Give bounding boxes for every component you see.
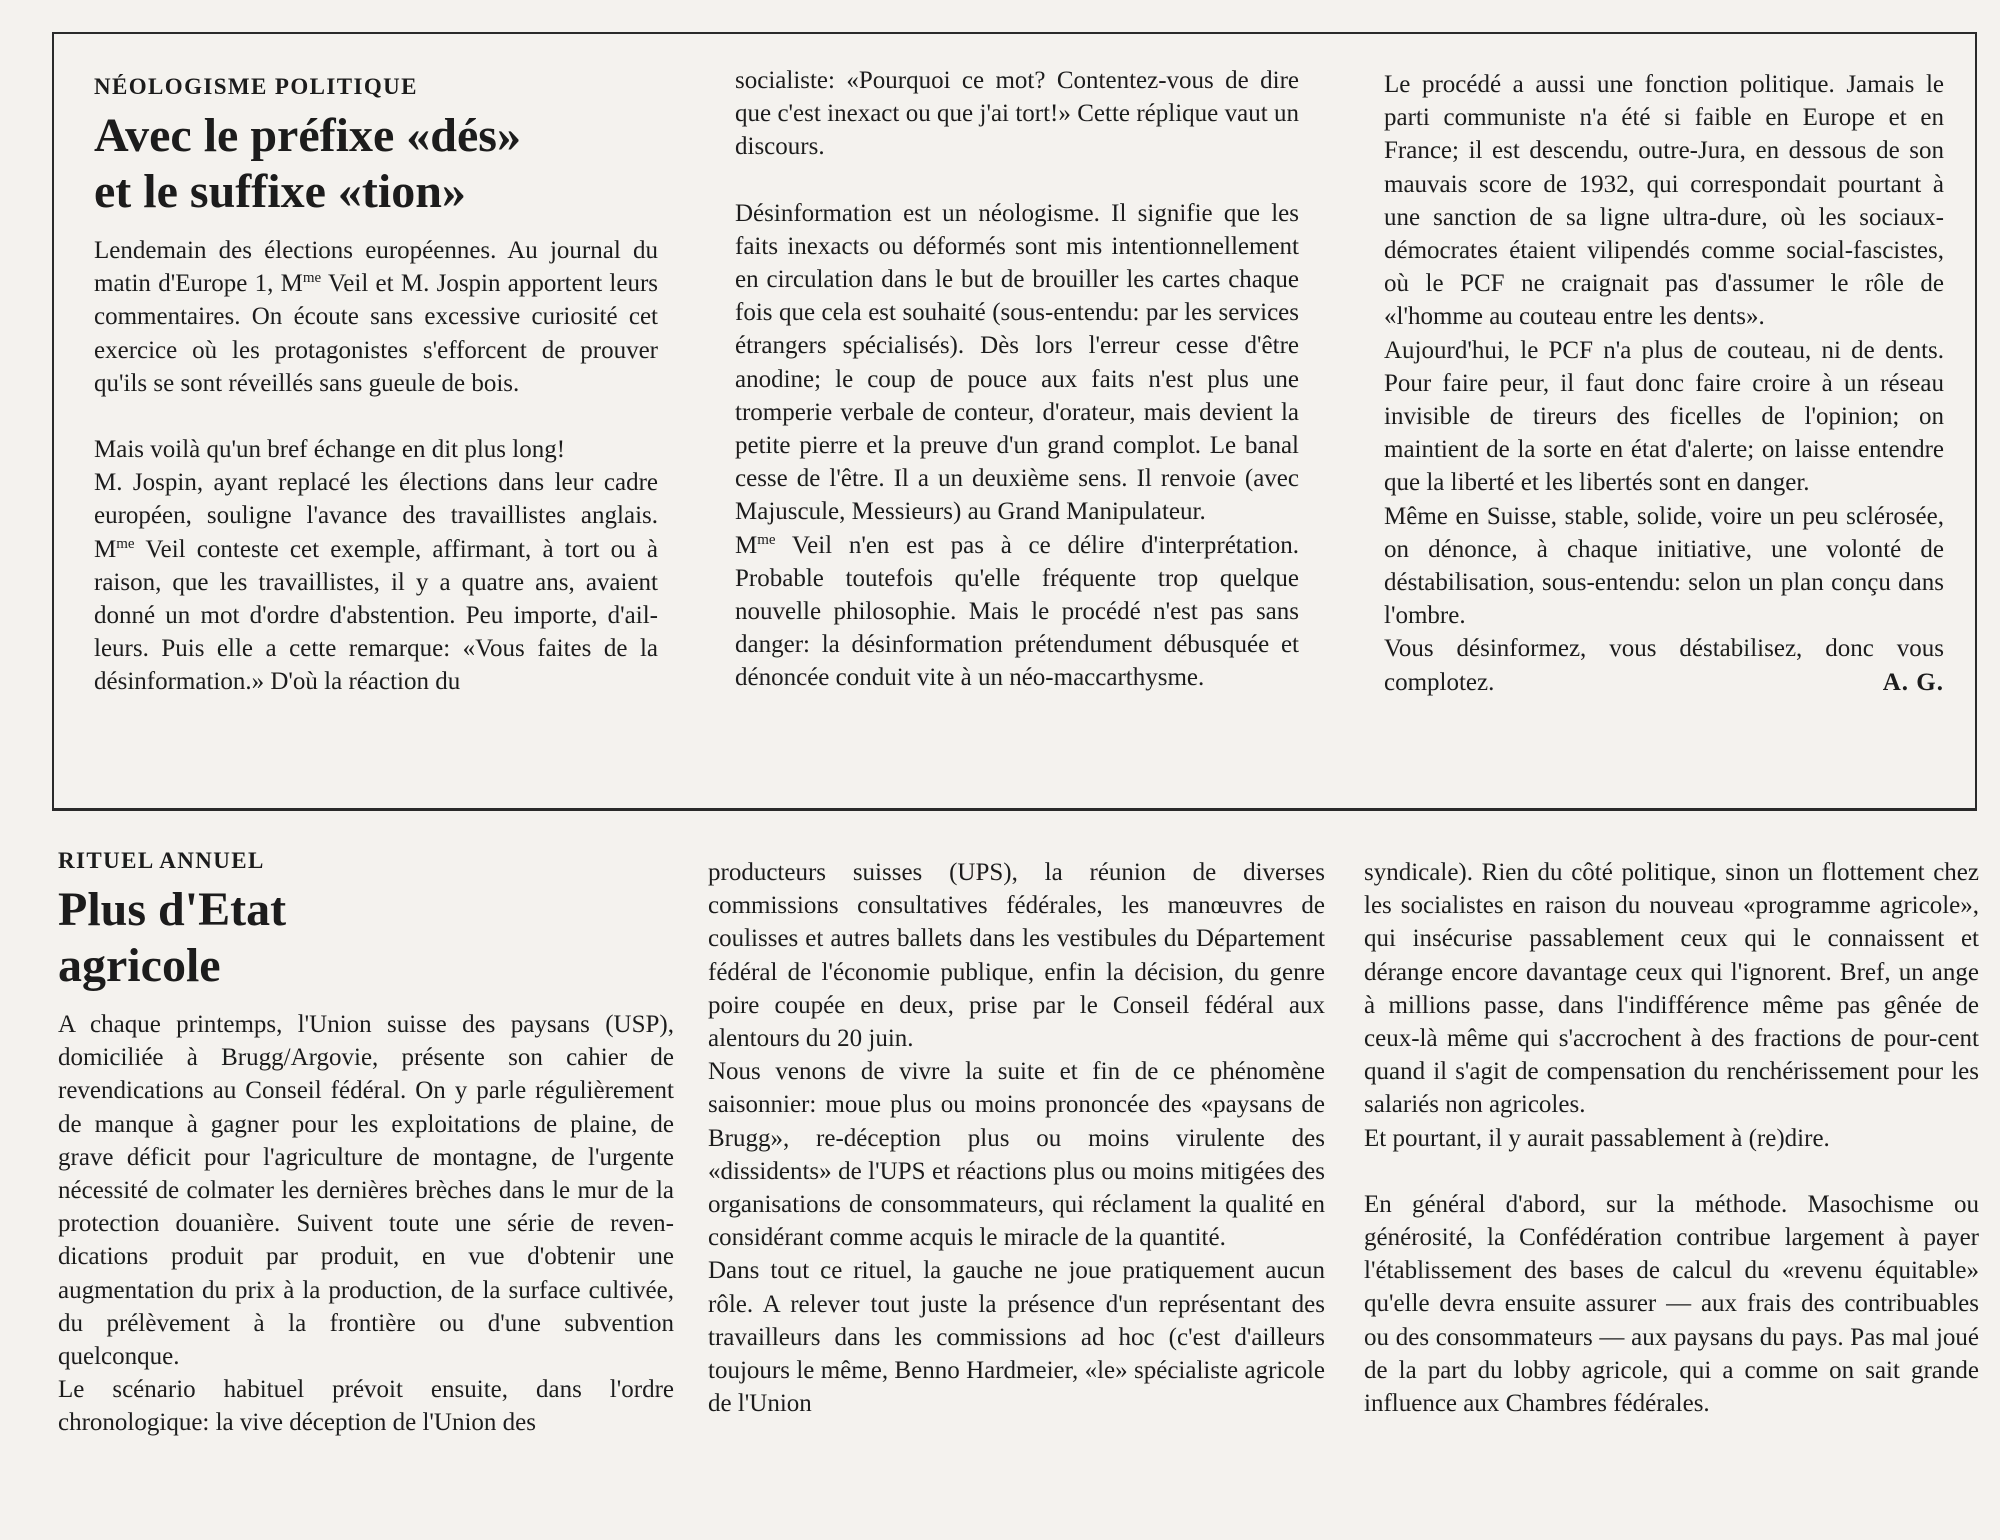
- article2-paragraph-5: Dans tout ce rituel, la gauche ne joue pratiquement aucun rôle. A relever tout juste la présence d'un représentant des travailleurs dans les commissions ad hoc (c'est d'ailleurs toujours le même, Benno Hardmeier, «le» spécialiste agricole de l'Union: [708, 1257, 1325, 1418]
- article2-paragraph-2: Le scénario habituel prévoit ensuite, dans l'ordre chronologique: la vive déception de l'Union des: [58, 1376, 674, 1437]
- article2-column-2: [708, 856, 1325, 1420]
- article2-headline-line2: agricole: [58, 939, 221, 992]
- article2-headline: [58, 882, 674, 994]
- article2-paragraph-6: syndicale). Rien du côté politique, sinon un flottement chez les socialistes en raison du nouveau «programme agricole», qui insécurise passablement ceux qui le connaissent et dérange encore davantage ceux qui l'ignorent. Bref, un ange à millions passe, dans l'indifférence même pas gênée de ceux-là même qui s'accrochent à des fractions de pour-cent quand il s'agit de compensation du renchérissement pour les salariés non agricoles.: [1364, 859, 1979, 1119]
- article1-paragraph-8: Aujourd'hui, le PCF n'a plus de couteau, ni de dents. Pour faire peur, il faut donc faire croire à un réseau invisible de tireurs des ficelles de l'opinion; on maintient de la sorte en état d'alerte; on laisse entendre que la liberté et les libertés sont en danger.: [1384, 336, 1944, 497]
- article2-paragraph-7: Et pourtant, il y aurait passablement à (re)dire.: [1364, 1124, 1830, 1152]
- article1-column-3: [1384, 68, 1944, 699]
- article1-paragraph-2: Mais voilà qu'un bref échange en dit plus long!: [94, 436, 566, 464]
- article1-paragraph-10: Vous désinformez, vous déstabilisez, donc vous complotez. A. G.: [1384, 632, 1944, 698]
- article1-paragraph-3: M. Jospin, ayant replacé les élections dans leur cadre européen, souligne l'avance des travaillistes anglais. $M^{me}$ Veil conteste cet exemple, affirmant, à tort ou à raison, que les travaillistes, il y a quatre ans, avaient donné un mot d'ordre d'abstention. Peu importe, d'ailleurs. Puis elle a cette remarque: «Vous faites de la désinformation.» D'où la réaction du: [94, 469, 658, 696]
- article1-kicker: NÉOLOGISME POLITIQUE: [94, 74, 418, 99]
- article1-paragraph-1: Lendemain des élections européennes. Au journal du matin d'Europe 1, $M^{me}$ Veil et M. Jospin apportent leurs commentaires. On écoute sans excessive curiosité cet exercice où les protagonistes s'efforcent de prouver qu'ils se sont réveillés sans gueule de bois.: [94, 237, 659, 397]
- article1-paragraph-4: socialiste: «Pourquoi ce mot? Contentez-vous de dire que c'est inexact ou que j'ai tort!» Cette réplique vaut un discours.: [735, 67, 1299, 161]
- article2-headline-line1: Plus d'Etat: [58, 883, 287, 936]
- article1-headline-line2: et le suffixe «tion»: [94, 165, 466, 218]
- article1-paragraph-9: Même en Suisse, stable, solide, voire un peu sclérosée, on dénonce, à chaque initiative, une volonté de déstabilisation, sous-entendu: selon un plan conçu dans l'ombre.: [1384, 502, 1944, 630]
- article1-column-2: [735, 64, 1299, 695]
- article2-paragraph-8: En général d'abord, sur la méthode. Masochisme ou générosité, la Confédération contribue largement à payer l'établissement des bases de calcul du «revenu équitable» qu'elle devra ensuite assurer — aux frais des contribuables ou des consommateurs — aux paysans du pays. Pas mal joué de la part du lobby agricole, qui a comme on sait grande influence aux Chambres fédérales.: [1364, 1190, 1979, 1418]
- article2-paragraph-3: producteurs suisses (UPS), la réunion de diverses commissions consultatives fédérales, les manœuvres de coulisses et autres ballets dans les vestibules du Département fédéral de l'économie publique, enfin la décision, du genre poire coupée en deux, prise par le Conseil fédéral aux alentours du 20 juin.: [708, 859, 1325, 1053]
- article1-paragraph-7: Le procédé a aussi une fonction politique. Jamais le parti communiste n'a été si faible en Europe et en France; il est descendu, outre-Jura, en dessous de son mauvais score de 1932, qui correspondait pourtant à une sanction de sa ligne ultra-dure, où les sociaux-démocrates étaient vilipendés comme social-fascistes, où le PCF ne craignait pas d'assumer le rôle de «l'homme au couteau entre les dents».: [1384, 71, 1944, 331]
- article1-paragraph-6: $M^{me}$ Veil n'en est pas à ce délire d'interprétation. Probable toutefois qu'elle fréquente trop quelque nouvelle philosophie. Mais le procédé n'est pas sans danger: la désinformation prétendument débusquée et dénoncée conduit vite à un néo-maccarthysme.: [735, 531, 1299, 692]
- article1-headline-line1: Avec le préfixe «dés»: [94, 109, 521, 162]
- article2-column-1: [58, 846, 674, 1440]
- article2-paragraph-4: Nous venons de vivre la suite et fin de ce phénomène saisonnier: moue plus ou moins prononcée des «paysans de Brugg», re-déception plus ou moins virulente des «dissidents» de l'UPS et réactions plus ou moins mitigées des organisations de consommateurs, qui réclament la qualité en considérant comme acquis le miracle de la quantité.: [708, 1058, 1325, 1252]
- article1-headline: [94, 108, 658, 220]
- article2-kicker: RITUEL ANNUEL: [58, 848, 265, 873]
- article1-signature: A. G.: [1882, 668, 1944, 696]
- article2-column-3: [1364, 856, 1979, 1420]
- article1-column-1: [94, 72, 658, 699]
- article2-paragraph-1: A chaque printemps, l'Union suisse des paysans (USP), domiciliée à Brugg/Argovie, présente son cahier de revendications au Conseil fédéral. On y parle régulièrement de manque à gagner pour les exploitations de plaine, de grave déficit pour l'agriculture de montagne, de l'urgente nécessité de colmater les dernières brèches dans le mur de la protection douanière. Suivent toute une série de revendications produit par produit, en vue d'obtenir une augmentation du prix à la production, de la surface cultivée, du prélèvement à la frontière ou d'une subvention quelconque.: [58, 1011, 674, 1371]
- article1-paragraph-5: Désinformation est un néologisme. Il signifie que les faits inexacts ou déformés sont mis intentionnellement en circulation dans le but de brouiller les cartes chaque fois que cela est souhaité (sous-entendu: par les services étrangers spécialisés). Dès lors l'erreur cesse d'être anodine; le coup de pouce aux faits n'est plus une tromperie verbale de conteur, d'orateur, mais devient la petite pierre et la preuve d'un grand complot. Le banal cesse de l'être. Il a un deuxième sens. Il renvoie (avec Majuscule, Messieurs) au Grand Manipulateur.: [735, 199, 1299, 526]
